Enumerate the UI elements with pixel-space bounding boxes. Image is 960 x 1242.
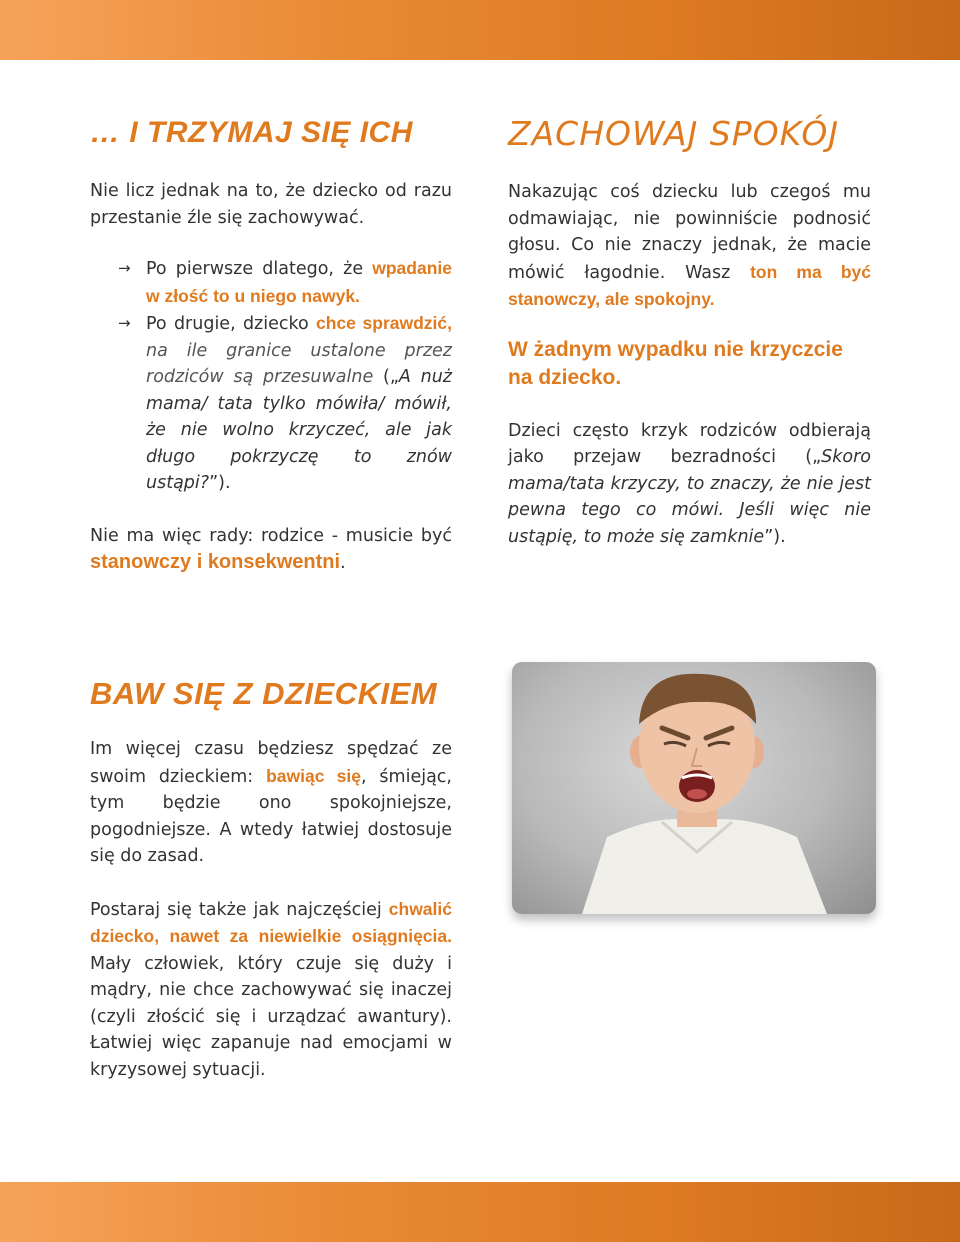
- section-heading: … I TRZYMAJ SIĘ ICH: [90, 116, 413, 149]
- paragraph: Im więcej czasu będziesz spędzać ze swoim dzieckiem: bawiąc się, śmiejąc, tym będzie ono spokojniejsze, pogodniejsze. A wtedy łatwiej dostosuje się do zasad.: [90, 739, 452, 866]
- top-decorative-band: [0, 0, 960, 60]
- list-item: → Po drugie, dziecko chce sprawdzić, na ile granice ustalone przez rodziców są przesuwalne („A nuż mama/ tata tylko mówiła/ mówił, że nie wolno krzyczeć, ale jak długo pokrzyczę to znów ustąpi?”).: [90, 310, 452, 497]
- section-zachowaj-spokoj: [508, 114, 871, 550]
- right-arrow-icon: →: [118, 314, 131, 332]
- intro-paragraph: Nie licz jednak na to, że dziecko od razu przestanie źle się zachowywać.: [90, 181, 452, 228]
- section-baw-sie: [90, 676, 452, 1083]
- paragraph: Nakazując coś dziecku lub czegoś mu odmawiając, nie powinniście podnosić głosu. Co nie znaczy jednak, że macie mówić łagodnie. Wasz ton ma być stanowczy, ale spokojny.: [508, 182, 871, 309]
- conclusion-paragraph: Nie ma więc rady: rodzice - musicie być stanowczy i konsekwentni.: [90, 525, 452, 573]
- paragraph: Dzieci często krzyk rodziców odbierają jako przejaw bezradności („Skoro mama/tata krzyczy, to znaczy, że nie jest pewna tego co mówi. Jeśli więc nie ustąpię, to może się zamknie”).: [508, 420, 871, 547]
- section-heading: ZACHOWAJ SPOKÓJ: [508, 114, 840, 153]
- screaming-child-photo: [512, 662, 876, 914]
- right-arrow-icon: →: [118, 259, 131, 277]
- emphasis-subheading: W żadnym wypadku nie krzyczcie na dziecko.: [508, 337, 843, 389]
- section-heading: BAW SIĘ Z DZIECKIEM: [90, 676, 438, 711]
- paragraph: Postaraj się także jak najczęściej chwalić dziecko, nawet za niewielkie osiągnięcia. Mały człowiek, który czuje się duży i mądry, nie chce zachowywać się inaczej (czyli złościć się i urządzać awantury). Łatwiej więc zapanuje nad emocjami w kryzysowej sytuacji.: [90, 898, 452, 1080]
- child-illustration: [512, 662, 876, 914]
- list-item: → Po pierwsze dlatego, że wpadanie w złość to u niego nawyk.: [90, 255, 452, 310]
- section-trzymaj-sie: [90, 116, 452, 577]
- bottom-decorative-band: [0, 1182, 960, 1242]
- reasons-list: [90, 255, 452, 497]
